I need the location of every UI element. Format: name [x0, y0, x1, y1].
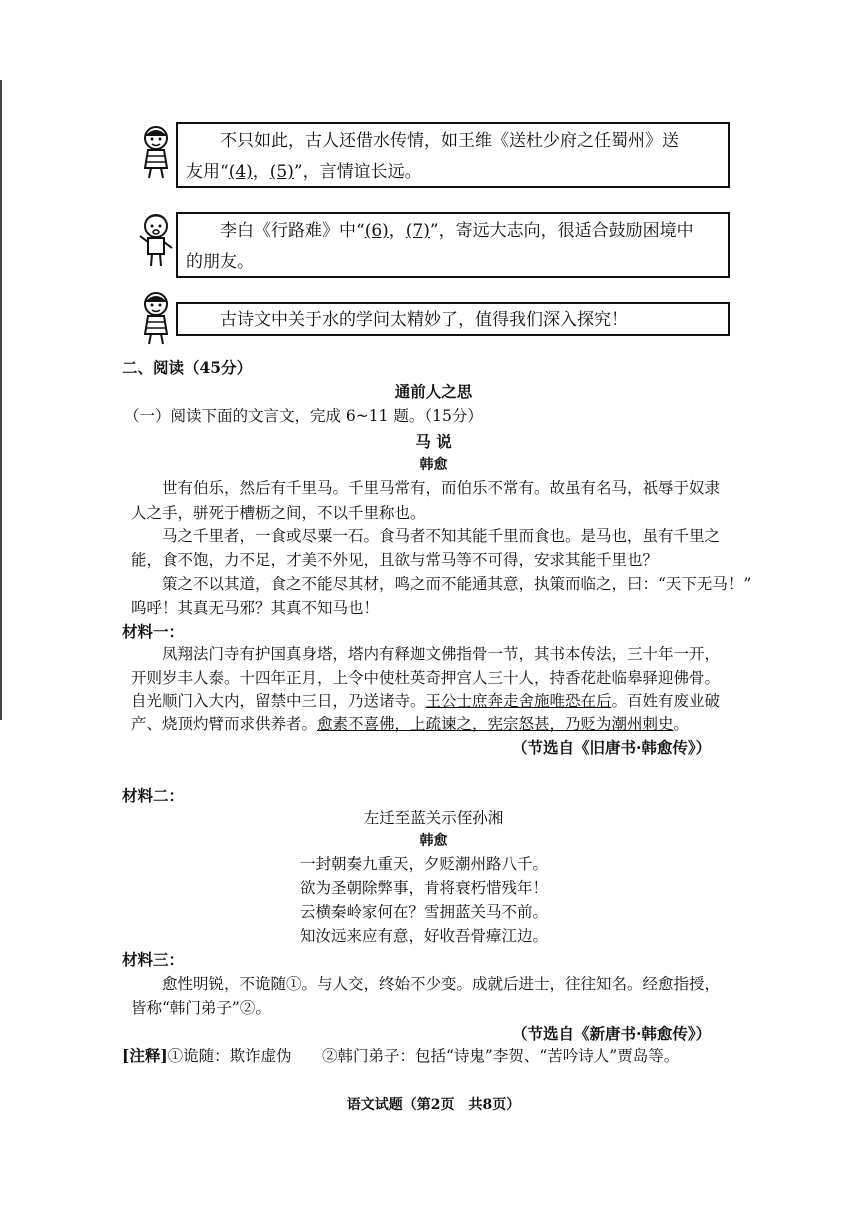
- material1-text: 产、烧顶灼臂而求供养者。: [131, 715, 318, 733]
- essay-line: 策之不以其道，食之不能尽其材，鸣之而不能通其意，执策而临之，曰：“天下无马！”: [162, 575, 752, 593]
- blank-4[interactable]: (4): [228, 162, 253, 182]
- material2-label: 材料二：: [122, 786, 185, 805]
- poem-line: 知汝远来应有意，好收吾骨瘴江边。: [300, 927, 549, 945]
- speech-bubble-2: [176, 212, 730, 278]
- page-footer: 语文试题（第2页 共8页）: [346, 1097, 521, 1113]
- essay-line: 呜呼！其真无马邪？其真不知马也！: [131, 599, 380, 617]
- bubble2-text-post: ”，寄远大志向，很适合鼓励困境中: [429, 221, 694, 241]
- material1-line4: [131, 712, 689, 734]
- essay-author: 韩愈: [419, 457, 448, 473]
- bubble1-text-post: ”，言情谊长远。: [293, 162, 422, 182]
- blank-5[interactable]: (5): [269, 162, 294, 182]
- bubble2-line2: 的朋友。: [186, 252, 254, 272]
- material3-label: 材料三：: [122, 950, 185, 969]
- material1-line3: [131, 689, 720, 711]
- material3-source: （节选自《新唐书·韩愈传》）: [512, 1024, 712, 1043]
- poem-author: 韩愈: [419, 833, 448, 849]
- poem-line: 一封朝奏九重天，夕贬潮州路八千。: [300, 855, 549, 873]
- note-1: ①诡随：欺诈虚伪: [167, 1047, 292, 1065]
- poem-title: 左迁至蓝关示侄孙湘: [363, 809, 504, 827]
- material3-line: 皆称“韩门弟子”②。: [131, 999, 271, 1017]
- cartoon-girl-icon: [136, 290, 176, 346]
- notes-line: [122, 1044, 292, 1066]
- notes-label: [注释]: [122, 1046, 168, 1065]
- section-heading: 二、阅读（45分）: [122, 358, 253, 377]
- essay-line: 人之手，骈死于槽枥之间，不以千里称也。: [131, 504, 426, 522]
- bubble1-sep: ，: [252, 162, 270, 182]
- speech-bubble-1: [176, 122, 730, 188]
- bubble2-text-pre: 李白《行路难》中“: [220, 221, 365, 241]
- bubble3-line1: 古诗文中关于水的学问太精妙了，值得我们深入探究！: [220, 310, 628, 330]
- note-2: ②韩门弟子：包括“诗鬼”李贺、“苦吟诗人”贾岛等。: [322, 1047, 680, 1065]
- material1-text: 。百姓有废业破: [611, 692, 721, 710]
- essay-line: 马之千里者，一食或尽粟一石。食马者不知其能千里而食也。是马也，虽有千里之: [162, 527, 721, 545]
- blank-7[interactable]: (7): [405, 221, 430, 241]
- material1-source: （节选自《旧唐书·韩愈传》）: [512, 738, 712, 757]
- essay-line: 世有伯乐，然后有千里马。千里马常有，而伯乐不常有。故虽有名马，祇辱于奴隶: [162, 479, 721, 497]
- blank-6[interactable]: (6): [364, 221, 389, 241]
- section-subtitle: 通前人之思: [394, 382, 473, 401]
- bubble1-text-pre: 友用“: [186, 162, 229, 182]
- bubble2-sep: ，: [388, 221, 406, 241]
- cartoon-girl-icon: [136, 124, 176, 180]
- cartoon-boy-icon: [136, 212, 176, 268]
- material1-text: 。: [673, 715, 690, 733]
- underlined-sentence-2: 愈素不喜佛，上疏谏之，宪宗怒甚，乃贬为潮州刺史: [317, 715, 674, 733]
- material1-line: 凤翔法门寺有护国真身塔，塔内有释迦文佛指骨一节，其书本传法，三十年一开，: [162, 645, 721, 663]
- speech-bubble-3: [176, 302, 730, 336]
- bubble1-line1: 不只如此，古人还借水传情，如王维《送杜少府之任蜀州》送: [220, 131, 679, 151]
- material1-label: 材料一：: [122, 622, 185, 641]
- material1-text: 自光顺门入大内，留禁中三日，乃送诸寺。: [131, 692, 426, 710]
- bubble1-line2: [186, 157, 720, 188]
- essay-title: 马 说: [415, 432, 452, 451]
- material3-line: 愈性明锐，不诡随①。与人交，终始不少变。成就后进士，往往知名。经愈指授，: [162, 975, 721, 993]
- material1-line: 开则岁丰人泰。十四年正月，上令中使杜英奇押宫人三十人，持香花赴临皋驿迎佛骨。: [131, 669, 721, 687]
- essay-line: 能，食不饱，力不足，才美不外见，且欲与常马等不可得，安求其能千里也？: [131, 551, 659, 569]
- poem-line: 欲为圣朝除弊事，肯将衰朽惜残年！: [300, 879, 549, 897]
- part1-instruction: （一）阅读下面的文言文，完成 6~11 题。（15分）: [124, 407, 483, 425]
- poem-line: 云横秦岭家何在？雪拥蓝关马不前。: [300, 903, 549, 921]
- underlined-sentence-1: 王公士庶奔走舍施唯恐在后: [425, 692, 612, 710]
- bubble2-line1: [186, 216, 720, 247]
